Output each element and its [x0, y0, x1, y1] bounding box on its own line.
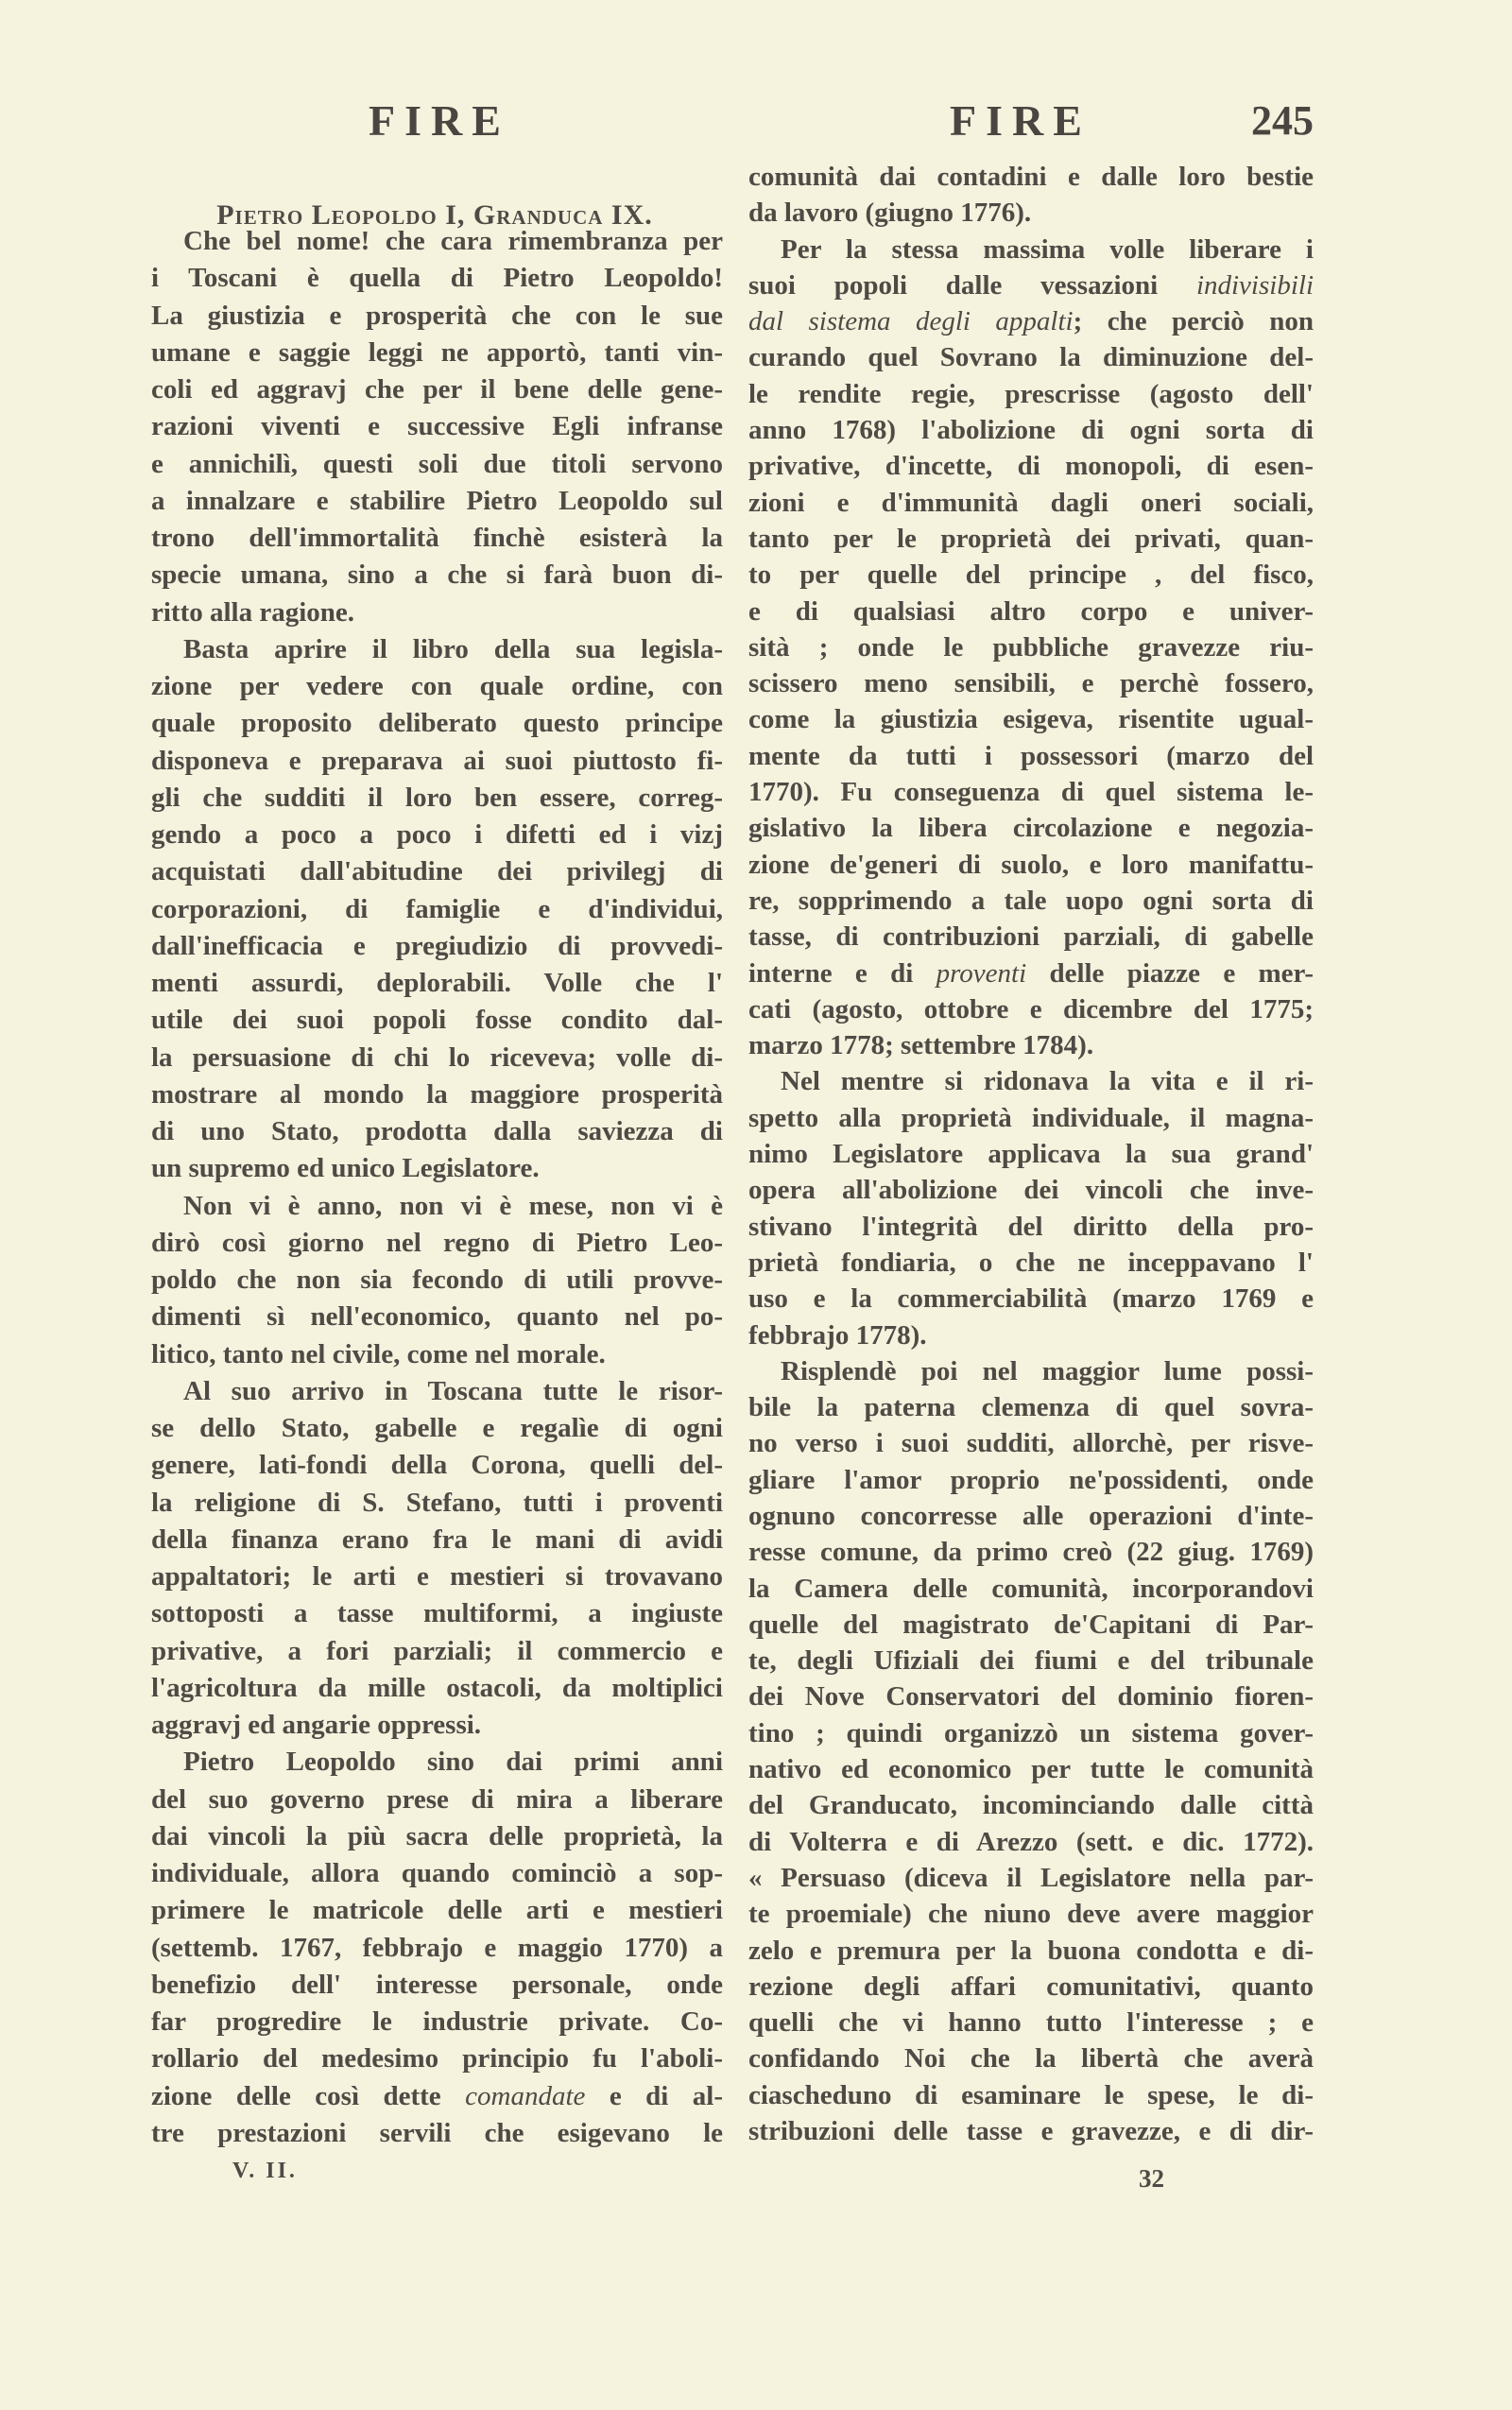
text-line: [151, 260, 723, 297]
text-segment: Al suo arrivo in Toscana tutte le risor-: [183, 1375, 723, 1406]
text-line: [748, 485, 1314, 521]
text-line: [151, 743, 723, 780]
text-segment: primere le matricole delle arti e mestieri: [151, 1895, 723, 1926]
text-line: [151, 1818, 723, 1855]
text-segment: gendo a poco a poco i difetti ed i vizj: [151, 819, 723, 850]
text-line: [151, 1558, 723, 1595]
text-segment: resse comune, da primo creò (22 giug. 1769): [748, 1537, 1314, 1568]
text-segment: dei Nove Conservatori del dominio fioren-: [748, 1681, 1314, 1713]
text-segment: scissero meno sensibili, e perchè fossero,: [748, 668, 1314, 699]
text-segment: te proemiale) che niuno deve avere maggior: [748, 1899, 1314, 1930]
text-line: [151, 483, 723, 520]
text-line: [151, 1522, 723, 1558]
text-line: [748, 1100, 1314, 1136]
text-line: [151, 298, 723, 335]
text-line: [151, 371, 723, 408]
text-segment: zioni e d'immunità dagli oneri sociali,: [748, 487, 1314, 518]
text-segment: far progredire le industrie private. Co-: [151, 2006, 723, 2037]
text-segment: gliare l'amor proprio ne'possidenti, onde: [748, 1464, 1314, 1495]
text-segment: 1770). Fu conseguenza di quel sistema le-: [748, 777, 1314, 808]
text-segment: stribuzioni delle tasse e gravezze, e di dir-: [748, 2116, 1314, 2147]
text-segment: e annichilì, questi soli due titoli servono: [151, 448, 723, 479]
text-segment: un supremo ed unico Legislatore.: [151, 1153, 540, 1184]
text-segment: e di qualsiasi altro corpo e univer-: [748, 595, 1314, 627]
text-line: [748, 1787, 1314, 1823]
text-segment: razioni viventi e successive Egli infranse: [151, 411, 723, 442]
text-segment: menti assurdi, deplorabili. Volle che l': [151, 968, 723, 998]
text-segment: suoi popoli dalle vessazioni: [748, 269, 1196, 301]
text-line: [748, 955, 1314, 991]
text-line: [151, 408, 723, 445]
text-line: [151, 1225, 723, 1262]
text-segment: La giustizia e prosperità che con le sue: [151, 300, 723, 331]
text-segment: quelle del magistrato de'Capitani di Par-: [748, 1609, 1314, 1640]
text-line: [748, 303, 1314, 339]
text-segment: Non vi è anno, non vi è mese, non vi è: [183, 1190, 723, 1221]
text-segment: individuale, allora quando cominciò a sop-: [151, 1858, 723, 1888]
text-segment: a innalzare e stabilire Pietro Leopoldo sul: [151, 485, 723, 516]
text-segment: le rendite regie, prescrisse (agosto dell': [748, 378, 1314, 409]
text-segment: tasse, di contribuzioni parziali, di gabelle: [748, 921, 1314, 953]
text-segment: rollario del medesimo principio fu l'aboli-: [151, 2043, 723, 2074]
text-line: [748, 1751, 1314, 1787]
text-segment: « Persuaso (diceva il Legislatore nella par-: [748, 1862, 1314, 1893]
text-segment: opera all'abolizione dei vincoli che inve-: [748, 1175, 1314, 1206]
text-line: [151, 1595, 723, 1632]
text-segment: tino ; quindi organizzò un sistema gover-: [748, 1717, 1314, 1748]
text-line: [748, 1172, 1314, 1208]
text-line: [748, 1136, 1314, 1172]
text-segment: zelo e premura per la buona condotta e di-: [748, 1935, 1314, 1966]
text-line: [748, 1896, 1314, 1932]
text-segment: re, sopprimendo a tale uopo ogni sorta di: [748, 885, 1314, 916]
text-line: [748, 1462, 1314, 1498]
text-line: [748, 159, 1314, 195]
right-text-column: [748, 159, 1314, 2149]
section-title: Pietro Leopoldo I, Granduca IX.: [216, 199, 653, 231]
text-segment: tre prestazioni servili che esigevano le: [151, 2117, 723, 2148]
text-line: [151, 1967, 723, 2004]
left-text-column: [151, 223, 723, 2152]
text-segment: delle piazze e mer-: [1026, 957, 1314, 989]
text-segment: curando quel Sovrano la diminuzione del-: [748, 342, 1314, 373]
italic-text: indivisibili: [1195, 269, 1314, 301]
text-segment: gli che sudditi il loro ben essere, correg-: [151, 782, 723, 813]
text-segment: appaltatori; le arti e mestieri si trovavano: [151, 1561, 723, 1592]
text-segment: gislativo la libera circolazione e negozia-: [748, 813, 1314, 844]
text-segment: aggravj ed angarie oppressi.: [151, 1710, 482, 1740]
text-line: [151, 817, 723, 853]
paragraph-first-line: [748, 1063, 1314, 1099]
text-segment: nimo Legislatore applicava la sua grand': [748, 1139, 1314, 1170]
text-line: [151, 1782, 723, 1818]
text-segment: i Toscani è quella di Pietro Leopoldo!: [151, 263, 723, 294]
text-line: [748, 701, 1314, 737]
text-segment: se dello Stato, gabelle e regalìe di ogni: [151, 1413, 723, 1443]
italic-text: proventi: [936, 957, 1027, 989]
text-segment: da lavoro (giugno 1776).: [748, 198, 1032, 229]
text-line: [748, 991, 1314, 1027]
text-segment: litico, tanto nel civile, come nel morale.: [151, 1338, 606, 1369]
text-segment: rezione degli affari comunitativi, quanto: [748, 1971, 1314, 2002]
gathering-number: 32: [1139, 2164, 1164, 2193]
text-line: [748, 1860, 1314, 1896]
text-line: [151, 335, 723, 371]
text-line: [151, 965, 723, 1002]
text-segment: ; che perciò non: [1073, 306, 1314, 337]
paragraph-first-line: [151, 1373, 723, 1410]
text-segment: te, degli Ufiziali dei fiumi e del tribunale: [748, 1645, 1314, 1677]
text-segment: no verso i suoi sudditi, allorchè, per risve-: [748, 1428, 1314, 1459]
text-segment: to per quelle del principe , del fisco,: [748, 559, 1314, 591]
text-line: [748, 1534, 1314, 1570]
text-line: [151, 668, 723, 705]
text-line: [151, 1299, 723, 1335]
paragraph-first-line: [151, 631, 723, 668]
text-segment: genere, lati-fondi della Corona, quelli del-: [151, 1450, 723, 1481]
text-line: [748, 1571, 1314, 1607]
text-segment: zione de'generi di suolo, e loro manifattu-: [748, 849, 1314, 880]
text-segment: di Volterra e di Arezzo (sett. e dic. 1772).: [748, 1826, 1314, 1857]
running-head-right: FIRE: [950, 96, 1091, 145]
text-line: [748, 1317, 1314, 1353]
text-line: [748, 883, 1314, 919]
text-line: [151, 2078, 723, 2115]
text-segment: anno 1768) l'abolizione di ogni sorta di: [748, 415, 1314, 446]
text-segment: corporazioni, di famiglie e d'individui,: [151, 893, 723, 924]
text-segment: zione delle così dette: [151, 2080, 466, 2111]
text-segment: dall'inefficacia e pregiudizio di provvedi-: [151, 930, 723, 961]
text-segment: bile la paterna clemenza di quel sovra-: [748, 1392, 1314, 1423]
text-line: [748, 2077, 1314, 2113]
text-line: [151, 2004, 723, 2040]
text-segment: la religione di S. Stefano, tutti i proventi: [151, 1487, 723, 1518]
text-line: [748, 774, 1314, 810]
text-line: [748, 1715, 1314, 1751]
text-segment: ciascheduno di esaminare le spese, le di-: [748, 2079, 1314, 2110]
text-segment: e di al-: [585, 2080, 723, 2111]
text-line: [748, 1281, 1314, 1317]
text-segment: coli ed aggravj che per il bene delle gene-: [151, 374, 723, 405]
text-segment: spetto alla proprietà individuale, il magna-: [748, 1102, 1314, 1133]
text-line: [151, 1002, 723, 1039]
text-segment: comunità dai contadini e dalle loro bestie: [748, 162, 1314, 192]
text-line: [748, 847, 1314, 883]
text-line: [151, 1262, 723, 1299]
text-segment: quale proposito deliberato questo principe: [151, 708, 723, 739]
text-segment: interne e di: [748, 957, 936, 989]
text-segment: acquistati dall'abitudine dei privilegj di: [151, 856, 723, 887]
text-segment: Nel mentre si ridonava la vita e il ri-: [781, 1066, 1314, 1097]
text-segment: del Granducato, incominciando dalle città: [748, 1790, 1314, 1821]
text-line: [151, 891, 723, 928]
text-line: [748, 2040, 1314, 2076]
text-segment: del suo governo prese di mira a liberare: [151, 1783, 723, 1815]
paragraph-first-line: [748, 232, 1314, 267]
text-line: [748, 412, 1314, 448]
text-line: [151, 2040, 723, 2077]
text-line: [151, 1410, 723, 1447]
text-line: [151, 1892, 723, 1929]
text-line: [748, 2005, 1314, 2040]
italic-text: dal sistema degli appalti: [748, 306, 1074, 337]
text-line: [151, 1336, 723, 1373]
text-line: [151, 1930, 723, 1967]
paragraph-first-line: [151, 1744, 723, 1781]
text-line: [748, 521, 1314, 557]
text-segment: sottoposti a tasse multiformi, a ingiuste: [151, 1598, 723, 1629]
text-segment: Risplendè poi nel maggior lume possi-: [781, 1355, 1314, 1386]
text-segment: Per la stessa massima volle liberare i: [781, 233, 1314, 265]
signature-mark: V. II.: [232, 2159, 298, 2183]
text-line: [748, 557, 1314, 593]
text-segment: utile dei suoi popoli fosse condito dal-: [151, 1005, 723, 1036]
text-line: [748, 448, 1314, 484]
text-segment: Basta aprire il libro della sua legisla-: [183, 633, 723, 664]
text-segment: uso e la commerciabilità (marzo 1769 e: [748, 1283, 1314, 1315]
text-line: [151, 853, 723, 890]
text-segment: nativo ed economico per tutte le comunità: [748, 1754, 1314, 1785]
text-segment: Che bel nome! che cara rimembranza per: [183, 226, 723, 256]
text-segment: privative, d'incette, di monopoli, di esen-: [748, 451, 1314, 482]
text-line: [748, 267, 1314, 303]
text-segment: come la giustizia esigeva, risentite ugual-: [748, 704, 1314, 735]
text-segment: di uno Stato, prodotta dalla saviezza di: [151, 1116, 723, 1146]
text-segment: Pietro Leopoldo sino dai primi anni: [183, 1747, 723, 1778]
text-line: [748, 810, 1314, 846]
text-line: [151, 1040, 723, 1076]
text-line: [748, 2113, 1314, 2149]
text-line: [151, 520, 723, 557]
text-segment: ritto alla ragione.: [151, 596, 355, 628]
text-line: [748, 1209, 1314, 1245]
text-line: [748, 195, 1314, 231]
text-segment: disponeva e preparava ai suoi piuttosto fi-: [151, 745, 723, 776]
text-segment: dai vincoli la più sacra delle proprietà, la: [151, 1820, 723, 1851]
text-segment: cati (agosto, ottobre e dicembre del 1775;: [748, 993, 1314, 1024]
text-segment: (settemb. 1767, febbrajo e maggio 1770) a: [151, 1932, 723, 1963]
text-segment: ognuno concorresse alle operazioni d'inte-: [748, 1500, 1314, 1531]
text-line: [151, 1076, 723, 1113]
text-segment: confidando Noi che la libertà che averà: [748, 2043, 1314, 2074]
text-segment: trono dell'immortalità finchè esisterà la: [151, 523, 723, 553]
text-line: [748, 1498, 1314, 1534]
text-line: [151, 1447, 723, 1484]
text-line: [748, 1678, 1314, 1714]
text-segment: poldo che non sia fecondo di utili provve-: [151, 1265, 723, 1295]
text-line: [748, 1245, 1314, 1281]
paragraph-first-line: [748, 1353, 1314, 1389]
text-segment: l'agricoltura da mille ostacoli, da moltiplici: [151, 1672, 723, 1703]
paragraph-first-line: [151, 1188, 723, 1225]
text-line: [151, 928, 723, 965]
text-segment: marzo 1778; settembre 1784).: [748, 1030, 1094, 1061]
text-segment: dimenti sì nell'economico, quanto nel po-: [151, 1301, 723, 1333]
running-head-left: FIRE: [369, 96, 510, 145]
text-segment: tanto per le proprietà dei privati, quan-: [748, 523, 1314, 554]
text-line: [748, 376, 1314, 412]
text-line: [151, 1855, 723, 1892]
text-line: [748, 665, 1314, 701]
text-segment: zione per vedere con quale ordine, con: [151, 671, 723, 701]
text-segment: stivano l'integrità del diritto della pro-: [748, 1211, 1314, 1242]
text-line: [151, 1485, 723, 1522]
text-line: [151, 594, 723, 631]
text-segment: la Camera delle comunità, incorporandovi: [748, 1573, 1314, 1604]
paragraph-first-line: [151, 223, 723, 260]
text-segment: prietà fondiaria, o che ne inceppavano l': [748, 1247, 1314, 1278]
text-line: [748, 919, 1314, 955]
text-line: [748, 1607, 1314, 1643]
text-line: [748, 1389, 1314, 1425]
text-segment: sità ; onde le pubbliche gravezze riu-: [748, 631, 1314, 663]
text-segment: mostrare al mondo la maggiore prosperità: [151, 1078, 723, 1110]
text-segment: della finanza erano fra le mani di avidi: [151, 1523, 723, 1555]
text-line: [748, 1425, 1314, 1461]
text-line: [748, 1027, 1314, 1063]
text-segment: privative, a fori parziali; il commercio e: [151, 1635, 723, 1666]
text-segment: benefizio dell' interesse personale, onde: [151, 1969, 723, 2000]
text-line: [748, 738, 1314, 774]
text-line: [748, 1933, 1314, 1969]
text-line: [151, 1113, 723, 1150]
text-line: [151, 1633, 723, 1670]
text-segment: la persuasione di chi lo riceveva; volle di-: [151, 1041, 723, 1073]
text-segment: febbrajo 1778).: [748, 1319, 927, 1351]
text-segment: quelli che vi hanno tutto l'interesse ; e: [748, 2007, 1314, 2039]
text-segment: specie umana, sino a che si farà buon di-: [151, 559, 723, 591]
page-number: 245: [1251, 97, 1314, 144]
text-line: [151, 1707, 723, 1744]
text-line: [748, 1969, 1314, 2005]
text-line: [151, 446, 723, 483]
text-line: [151, 780, 723, 817]
text-line: [748, 629, 1314, 665]
text-line: [151, 2115, 723, 2152]
text-line: [151, 1670, 723, 1707]
text-line: [151, 557, 723, 594]
text-segment: dirò così giorno nel regno di Pietro Leo-: [151, 1227, 723, 1258]
text-line: [748, 594, 1314, 629]
text-segment: mente da tutti i possessori (marzo del: [748, 740, 1314, 771]
text-line: [151, 705, 723, 742]
text-line: [748, 1824, 1314, 1860]
text-line: [151, 1150, 723, 1187]
text-line: [748, 339, 1314, 375]
text-segment: umane e saggie leggi ne apportò, tanti vin-: [151, 336, 723, 368]
text-line: [748, 1643, 1314, 1678]
italic-text: comandate: [465, 2080, 586, 2111]
